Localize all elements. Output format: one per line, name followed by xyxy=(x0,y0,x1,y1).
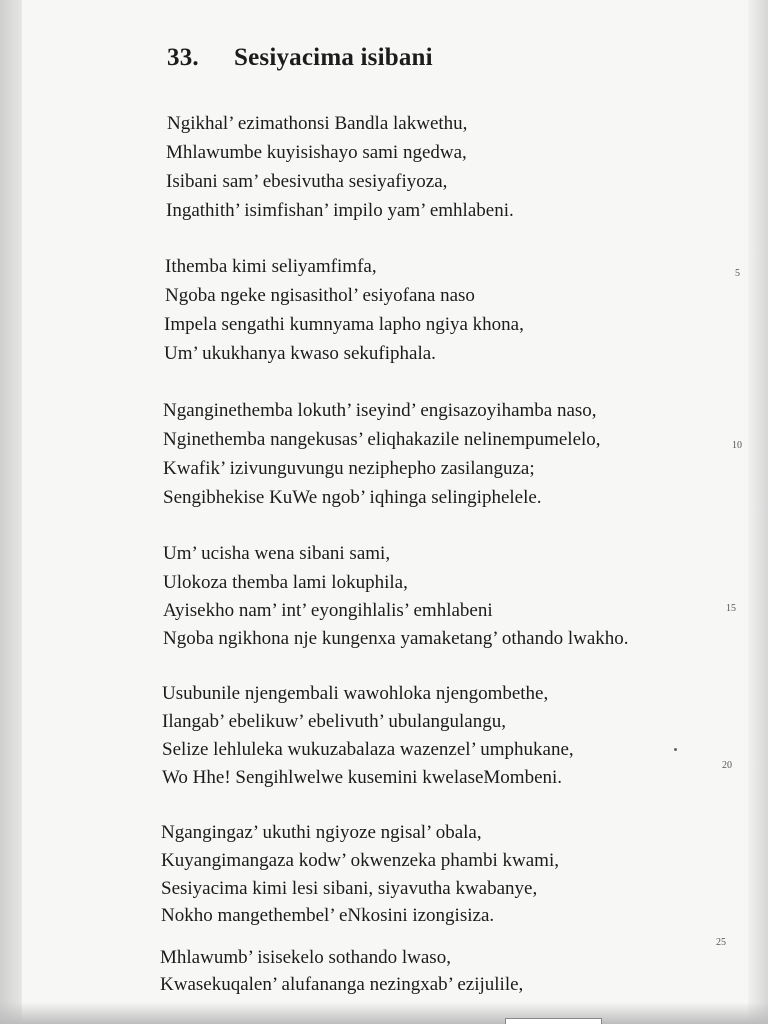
poem-line: Sesiyacima kimi lesi sibani, siyavutha kwabanye, xyxy=(161,878,538,899)
poem-line: Ngangingaz’ ukuthi ngiyoze ngisal’ obala, xyxy=(161,822,482,843)
poem-line: Ingathith’ isimfishan’ impilo yam’ emhlabeni. xyxy=(166,200,514,221)
poem-line: Um’ ukukhanya kwaso sekufiphala. xyxy=(164,343,436,364)
poem-line: Ayisekho nam’ int’ eyongihlalis’ emhlabeni xyxy=(163,600,493,621)
poem-line: Nginethemba nangekusas’ eliqhakazile nelinempumelelo, xyxy=(163,429,601,450)
poem-line: Ngoba ngeke ngisasithol’ esiyofana naso xyxy=(165,285,475,306)
line-number-20: 20 xyxy=(722,760,732,771)
ink-speck xyxy=(674,748,677,751)
poem-line: Sengibhekise KuWe ngob’ iqhinga selingiphelele. xyxy=(163,487,542,508)
poem-line: Ngoba ngikhona nje kungenxa yamaketang’ othando lwakho. xyxy=(163,628,629,649)
line-number-10: 10 xyxy=(732,440,742,451)
page-bottom-shadow xyxy=(0,1002,768,1024)
line-number-25: 25 xyxy=(716,937,726,948)
poem-line: Nokho mangethembel’ eNkosini izongisiza. xyxy=(161,905,495,926)
poem-line: Isibani sam’ ebesivutha sesiyafiyoza, xyxy=(166,171,448,192)
page-tab xyxy=(505,1018,602,1024)
poem-line: Ilangab’ ebelikuw’ ebelivuth’ ubulangulangu, xyxy=(162,711,506,732)
poem-line: Ithemba kimi seliyamfimfa, xyxy=(165,256,377,277)
poem-line: Kwasekuqalen’ alufananga nezingxab’ ezijulile, xyxy=(160,974,524,995)
page-left-shadow xyxy=(0,0,22,1024)
poem-title xyxy=(167,44,433,72)
poem-line: Wo Hhe! Sengihlwelwe kusemini kwelaseMombeni. xyxy=(162,767,563,788)
poem-line: Nganginethemba lokuth’ iseyind’ engisazoyihamba naso, xyxy=(163,400,597,421)
poem-line: Kuyangimangaza kodw’ okwenzeka phambi kwami, xyxy=(161,850,559,871)
poem-title-text: Sesiyacima isibani xyxy=(234,44,433,71)
poem-line: Ngikhal’ ezimathonsi Bandla lakwethu, xyxy=(167,113,468,134)
poem-line: Usubunile njengembali wawohloka njengombethe, xyxy=(162,683,549,704)
page-right-shadow xyxy=(748,0,768,1024)
poem-line: Ulokoza themba lami lokuphila, xyxy=(163,572,408,593)
poem-line: Um’ ucisha wena sibani sami, xyxy=(163,543,391,564)
poem-line: Selize lehluleka wukuzabalaza wazenzel’ umphukane, xyxy=(162,739,574,760)
poem-number: 33. xyxy=(167,44,199,71)
line-number-15: 15 xyxy=(726,603,736,614)
poem-line: Kwafik’ izivunguvungu neziphepho zasilanguza; xyxy=(163,458,535,479)
poem-line: Mhlawumbe kuyisishayo sami ngedwa, xyxy=(166,142,467,163)
line-number-5: 5 xyxy=(735,268,740,279)
poem-line: Impela sengathi kumnyama lapho ngiya khona, xyxy=(164,314,524,335)
poem-line: Mhlawumb’ isisekelo sothando lwaso, xyxy=(160,947,451,968)
